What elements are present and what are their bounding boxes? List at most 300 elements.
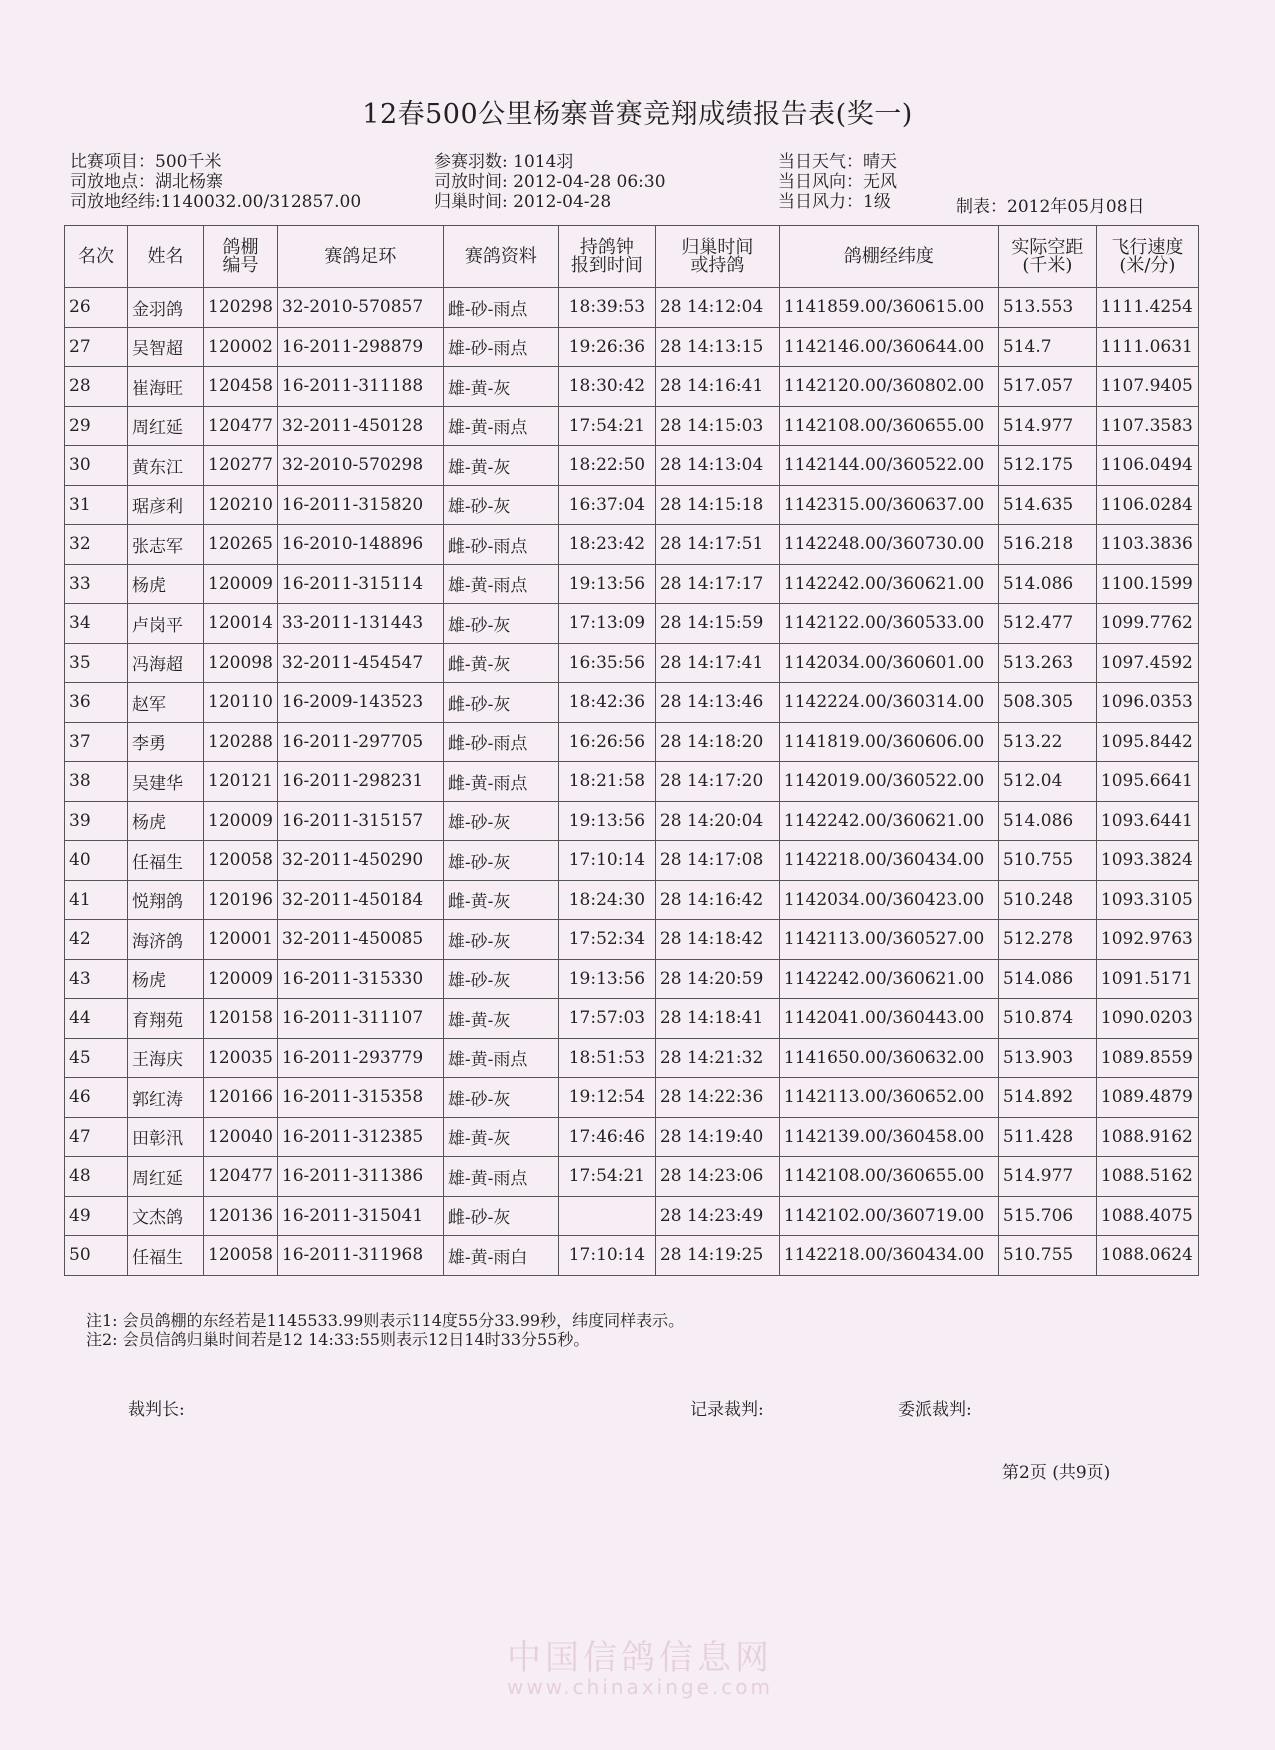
cell-speed: 1095.8442 [1096,722,1198,762]
cell-loft-coordinates: 1142034.00/360423.00 [779,880,998,920]
cell-pigeon-info: 雄-砂-灰 [443,920,558,960]
page-indicator: 第2页 (共9页) [1002,1463,1111,1483]
cell-distance: 513.263 [998,643,1096,683]
cell-pigeon-info: 雌-砂-雨点 [443,288,558,328]
cell-ring-number: 16-2011-311386 [277,1157,443,1197]
cell-arrival-time: 28 14:15:59 [655,604,779,644]
release-location: 司放地点：湖北杨寨 [70,172,223,192]
cell-loft-id: 120298 [204,288,278,328]
cell-rank: 37 [65,722,128,762]
cell-name: 吴建华 [128,762,204,802]
table-row [65,1038,1199,1078]
cell-speed: 1103.3836 [1096,525,1198,565]
cell-loft-coordinates: 1142120.00/360802.00 [779,367,998,407]
cell-clock-time: 19:26:36 [558,327,655,367]
cell-ring-number: 16-2009-143523 [277,683,443,723]
cell-name: 杨虎 [128,801,204,841]
chief-judge-label: 裁判长: [128,1400,185,1420]
cell-arrival-time: 28 14:13:46 [655,683,779,723]
table-row [65,1157,1199,1197]
table-header-row [65,226,1199,288]
cell-clock-time: 17:57:03 [558,999,655,1039]
table-row [65,367,1199,407]
cell-pigeon-info: 雌-黄-雨点 [443,762,558,802]
cell-clock-time: 18:39:53 [558,288,655,328]
cell-loft-coordinates: 1142242.00/360621.00 [779,564,998,604]
cell-ring-number: 16-2010-148896 [277,525,443,565]
cell-speed: 1099.7762 [1096,604,1198,644]
cell-distance: 514.086 [998,959,1096,999]
cell-clock-time: 17:10:14 [558,841,655,881]
cell-pigeon-info: 雌-黄-灰 [443,643,558,683]
table-row [65,722,1199,762]
cell-pigeon-info: 雄-黄-雨点 [443,1038,558,1078]
cell-ring-number: 16-2011-311188 [277,367,443,407]
cell-distance: 513.903 [998,1038,1096,1078]
cell-name: 张志军 [128,525,204,565]
cell-distance: 515.706 [998,1196,1096,1236]
cell-ring-number: 16-2011-311968 [277,1236,443,1276]
results-table [64,225,1199,1276]
race-item: 比赛项目：500千米 [70,152,222,172]
notes [86,1311,684,1349]
cell-pigeon-info: 雄-黄-灰 [443,367,558,407]
cell-distance: 512.477 [998,604,1096,644]
cell-pigeon-info: 雄-黄-雨白 [443,1236,558,1276]
cell-name: 周红延 [128,406,204,446]
cell-clock-time: 18:30:42 [558,367,655,407]
weather: 当日天气：晴天 [778,152,897,172]
cell-clock-time: 17:13:09 [558,604,655,644]
cell-speed: 1106.0494 [1096,446,1198,486]
cell-name: 文杰鸽 [128,1196,204,1236]
cell-ring-number: 33-2011-131443 [277,604,443,644]
cell-pigeon-info: 雌-砂-雨点 [443,722,558,762]
cell-arrival-time: 28 14:17:20 [655,762,779,802]
cell-name: 冯海超 [128,643,204,683]
cell-loft-coordinates: 1142315.00/360637.00 [779,485,998,525]
note-2: 注2: 会员信鸽归巢时间若是12 14:33:55则表示12日14时33分55秒。 [86,1330,590,1349]
cell-name: 任福生 [128,1236,204,1276]
cell-clock-time: 19:13:56 [558,959,655,999]
cell-clock-time: 16:35:56 [558,643,655,683]
cell-name: 金羽鸽 [128,288,204,328]
cell-loft-id: 120265 [204,525,278,565]
cell-pigeon-info: 雄-黄-灰 [443,1117,558,1157]
cell-speed: 1088.4075 [1096,1196,1198,1236]
cell-speed: 1093.3105 [1096,880,1198,920]
cell-arrival-time: 28 14:16:41 [655,367,779,407]
cell-distance: 511.428 [998,1117,1096,1157]
cell-distance: 514.635 [998,485,1096,525]
cell-loft-id: 120158 [204,999,278,1039]
watermark-text: 中国信鸽信息网 [507,1638,773,1678]
cell-rank: 38 [65,762,128,802]
cell-pigeon-info: 雌-砂-灰 [443,683,558,723]
cell-arrival-time: 28 14:17:17 [655,564,779,604]
cell-name: 杨虎 [128,959,204,999]
table-row [65,604,1199,644]
table-row [65,920,1199,960]
cell-clock-time: 17:54:21 [558,1157,655,1197]
cell-loft-coordinates: 1142108.00/360655.00 [779,406,998,446]
cell-pigeon-info: 雄-砂-灰 [443,841,558,881]
cell-loft-coordinates: 1142224.00/360314.00 [779,683,998,723]
release-coordinates: 司放地经纬:1140032.00/312857.00 [70,192,362,212]
cell-clock-time: 16:26:56 [558,722,655,762]
cell-loft-coordinates: 1142139.00/360458.00 [779,1117,998,1157]
cell-ring-number: 16-2011-315358 [277,1078,443,1118]
cell-loft-coordinates: 1142113.00/360527.00 [779,920,998,960]
cell-speed: 1107.3583 [1096,406,1198,446]
cell-ring-number: 16-2011-315330 [277,959,443,999]
cell-speed: 1106.0284 [1096,485,1198,525]
cell-clock-time: 18:21:58 [558,762,655,802]
cell-clock-time: 19:13:56 [558,564,655,604]
cell-distance: 510.755 [998,841,1096,881]
cell-rank: 26 [65,288,128,328]
header-clock-time: 持鸽钟 报到时间 [558,226,655,288]
cell-pigeon-info: 雄-砂-灰 [443,801,558,841]
cell-arrival-time: 28 14:18:42 [655,920,779,960]
cell-ring-number: 16-2011-298879 [277,327,443,367]
cell-ring-number: 32-2011-450128 [277,406,443,446]
cell-rank: 28 [65,367,128,407]
table-row [65,1236,1199,1276]
cell-name: 田彰汛 [128,1117,204,1157]
cell-loft-coordinates: 1142122.00/360533.00 [779,604,998,644]
cell-loft-id: 120009 [204,801,278,841]
cell-loft-id: 120166 [204,1078,278,1118]
cell-ring-number: 16-2011-315820 [277,485,443,525]
cell-rank: 40 [65,841,128,881]
table-row [65,1117,1199,1157]
cell-pigeon-info: 雄-黄-灰 [443,446,558,486]
header-rank: 名次 [65,226,128,288]
cell-speed: 1089.4879 [1096,1078,1198,1118]
cell-loft-id: 120014 [204,604,278,644]
recorder-judge-label: 记录裁判: [690,1400,764,1420]
cell-distance: 510.755 [998,1236,1096,1276]
cell-rank: 42 [65,920,128,960]
cell-arrival-time: 28 14:23:06 [655,1157,779,1197]
cell-distance: 510.248 [998,880,1096,920]
cell-loft-id: 120001 [204,920,278,960]
cell-loft-id: 120277 [204,446,278,486]
cell-pigeon-info: 雌-砂-雨点 [443,525,558,565]
cell-clock-time: 18:42:36 [558,683,655,723]
cell-ring-number: 16-2011-311107 [277,999,443,1039]
cell-speed: 1097.4592 [1096,643,1198,683]
cell-name: 育翔苑 [128,999,204,1039]
cell-ring-number: 16-2011-315114 [277,564,443,604]
cell-arrival-time: 28 14:21:32 [655,1038,779,1078]
cell-speed: 1091.5171 [1096,959,1198,999]
wind-direction: 当日风向：无风 [778,172,897,192]
cell-arrival-time: 28 14:17:41 [655,643,779,683]
cell-loft-id: 120210 [204,485,278,525]
cell-loft-id: 120458 [204,367,278,407]
header-ring-number: 赛鸽足环 [277,226,443,288]
cell-speed: 1092.9763 [1096,920,1198,960]
cell-rank: 44 [65,999,128,1039]
header-arrival-time: 归巢时间 或持鸽 [655,226,779,288]
cell-loft-coordinates: 1142218.00/360434.00 [779,841,998,881]
cell-ring-number: 16-2011-315041 [277,1196,443,1236]
cell-speed: 1111.4254 [1096,288,1198,328]
table-row [65,446,1199,486]
cell-rank: 31 [65,485,128,525]
cell-distance: 514.086 [998,801,1096,841]
cell-distance: 508.305 [998,683,1096,723]
cell-arrival-time: 28 14:12:04 [655,288,779,328]
table-row [65,406,1199,446]
cell-distance: 514.977 [998,406,1096,446]
delegate-judge-label: 委派裁判: [898,1400,972,1420]
cell-ring-number: 32-2011-450085 [277,920,443,960]
cell-clock-time: 19:12:54 [558,1078,655,1118]
cell-distance: 514.7 [998,327,1096,367]
cell-pigeon-info: 雄-黄-雨点 [443,1157,558,1197]
watermark [460,1630,820,1699]
cell-distance: 512.278 [998,920,1096,960]
cell-rank: 34 [65,604,128,644]
page-title: 12春500公里杨寨普赛竞翔成绩报告表(奖一) [362,99,913,130]
return-time: 归巢时间: 2012-04-28 [434,192,612,212]
cell-rank: 50 [65,1236,128,1276]
cell-speed: 1095.6641 [1096,762,1198,802]
cell-loft-coordinates: 1142242.00/360621.00 [779,959,998,999]
cell-clock-time: 18:23:42 [558,525,655,565]
cell-clock-time: 18:24:30 [558,880,655,920]
cell-pigeon-info: 雄-砂-灰 [443,959,558,999]
cell-loft-id: 120098 [204,643,278,683]
cell-name: 崔海旺 [128,367,204,407]
cell-clock-time: 17:10:14 [558,1236,655,1276]
cell-name: 王海庆 [128,1038,204,1078]
table-row [65,643,1199,683]
header-pigeon-info: 赛鸽资料 [443,226,558,288]
cell-speed: 1089.8559 [1096,1038,1198,1078]
cell-speed: 1088.9162 [1096,1117,1198,1157]
cell-name: 黄东江 [128,446,204,486]
cell-arrival-time: 28 14:22:36 [655,1078,779,1118]
table-row [65,485,1199,525]
cell-loft-coordinates: 1141859.00/360615.00 [779,288,998,328]
table-row [65,762,1199,802]
cell-loft-coordinates: 1142242.00/360621.00 [779,801,998,841]
cell-loft-id: 120136 [204,1196,278,1236]
cell-loft-coordinates: 1142041.00/360443.00 [779,999,998,1039]
cell-rank: 41 [65,880,128,920]
cell-rank: 29 [65,406,128,446]
cell-speed: 1107.9405 [1096,367,1198,407]
cell-arrival-time: 28 14:18:20 [655,722,779,762]
table-row [65,288,1199,328]
cell-distance: 514.892 [998,1078,1096,1118]
cell-loft-id: 120196 [204,880,278,920]
cell-distance: 517.057 [998,367,1096,407]
table-row [65,564,1199,604]
table-row [65,525,1199,565]
cell-loft-coordinates: 1142218.00/360434.00 [779,1236,998,1276]
release-time: 司放时间: 2012-04-28 06:30 [434,172,666,192]
cell-ring-number: 16-2011-312385 [277,1117,443,1157]
cell-clock-time: 17:46:46 [558,1117,655,1157]
cell-pigeon-info: 雄-砂-灰 [443,604,558,644]
table-maker-date: 制表：2012年05月08日 [956,197,1145,217]
watermark-url: www.chinaxinge.com [507,1675,773,1699]
cell-rank: 36 [65,683,128,723]
cell-speed: 1088.5162 [1096,1157,1198,1197]
cell-name: 任福生 [128,841,204,881]
cell-rank: 45 [65,1038,128,1078]
cell-pigeon-info: 雄-黄-灰 [443,999,558,1039]
cell-distance: 512.175 [998,446,1096,486]
cell-distance: 512.04 [998,762,1096,802]
table-row [65,999,1199,1039]
cell-loft-id: 120058 [204,1236,278,1276]
info-left [70,152,361,212]
entry-count: 参赛羽数: 1014羽 [434,152,574,172]
cell-ring-number: 16-2011-297705 [277,722,443,762]
cell-speed: 1100.1599 [1096,564,1198,604]
cell-pigeon-info: 雄-砂-雨点 [443,327,558,367]
cell-name: 李勇 [128,722,204,762]
cell-arrival-time: 28 14:17:08 [655,841,779,881]
cell-ring-number: 16-2011-298231 [277,762,443,802]
cell-speed: 1096.0353 [1096,683,1198,723]
cell-loft-id: 120058 [204,841,278,881]
cell-distance: 510.874 [998,999,1096,1039]
cell-clock-time: 17:54:21 [558,406,655,446]
cell-pigeon-info: 雄-黄-雨点 [443,406,558,446]
cell-ring-number: 32-2011-450184 [277,880,443,920]
cell-ring-number: 32-2011-454547 [277,643,443,683]
table-row [65,683,1199,723]
cell-name: 卢岗平 [128,604,204,644]
cell-arrival-time: 28 14:19:40 [655,1117,779,1157]
cell-pigeon-info: 雄-黄-雨点 [443,564,558,604]
cell-distance: 513.22 [998,722,1096,762]
cell-loft-coordinates: 1142108.00/360655.00 [779,1157,998,1197]
table-row [65,801,1199,841]
cell-loft-id: 120040 [204,1117,278,1157]
cell-name: 琚彦利 [128,485,204,525]
cell-distance: 514.086 [998,564,1096,604]
cell-rank: 30 [65,446,128,486]
cell-clock-time: 16:37:04 [558,485,655,525]
cell-loft-id: 120477 [204,406,278,446]
cell-clock-time [558,1196,655,1236]
cell-loft-coordinates: 1142146.00/360644.00 [779,327,998,367]
cell-rank: 33 [65,564,128,604]
cell-arrival-time: 28 14:15:18 [655,485,779,525]
cell-distance: 516.218 [998,525,1096,565]
cell-loft-id: 120288 [204,722,278,762]
table-row [65,1078,1199,1118]
cell-speed: 1088.0624 [1096,1236,1198,1276]
table-row [65,880,1199,920]
cell-rank: 46 [65,1078,128,1118]
cell-rank: 48 [65,1157,128,1197]
cell-loft-coordinates: 1142102.00/360719.00 [779,1196,998,1236]
cell-ring-number: 32-2010-570298 [277,446,443,486]
table-row [65,959,1199,999]
info-right [778,152,897,212]
cell-loft-id: 120110 [204,683,278,723]
cell-arrival-time: 28 14:15:03 [655,406,779,446]
cell-clock-time: 19:13:56 [558,801,655,841]
cell-rank: 35 [65,643,128,683]
cell-rank: 43 [65,959,128,999]
cell-speed: 1093.6441 [1096,801,1198,841]
header-loft-coordinates: 鸽棚经纬度 [779,226,998,288]
cell-arrival-time: 28 14:20:04 [655,801,779,841]
header-name: 姓名 [128,226,204,288]
cell-loft-coordinates: 1142144.00/360522.00 [779,446,998,486]
cell-name: 赵军 [128,683,204,723]
header-speed: 飞行速度 (米/分) [1096,226,1198,288]
cell-loft-coordinates: 1141650.00/360632.00 [779,1038,998,1078]
cell-loft-id: 120009 [204,959,278,999]
cell-loft-coordinates: 1142248.00/360730.00 [779,525,998,565]
cell-clock-time: 17:52:34 [558,920,655,960]
cell-loft-coordinates: 1142113.00/360652.00 [779,1078,998,1118]
cell-name: 郭红涛 [128,1078,204,1118]
cell-name: 海济鸽 [128,920,204,960]
cell-ring-number: 32-2011-450290 [277,841,443,881]
cell-loft-id: 120009 [204,564,278,604]
note-1: 注1: 会员鸽棚的东经若是1145533.99则表示114度55分33.99秒，纬度同样表示。 [86,1311,685,1330]
cell-loft-id: 120477 [204,1157,278,1197]
cell-pigeon-info: 雌-黄-灰 [443,880,558,920]
cell-rank: 27 [65,327,128,367]
cell-arrival-time: 28 14:13:04 [655,446,779,486]
cell-arrival-time: 28 14:20:59 [655,959,779,999]
cell-arrival-time: 28 14:19:25 [655,1236,779,1276]
cell-distance: 514.977 [998,1157,1096,1197]
cell-ring-number: 16-2011-293779 [277,1038,443,1078]
cell-distance: 513.553 [998,288,1096,328]
header-distance: 实际空距 (千米) [998,226,1096,288]
table-row [65,841,1199,881]
cell-clock-time: 18:22:50 [558,446,655,486]
cell-loft-coordinates: 1142034.00/360601.00 [779,643,998,683]
cell-speed: 1111.0631 [1096,327,1198,367]
cell-rank: 49 [65,1196,128,1236]
cell-rank: 32 [65,525,128,565]
info-mid [434,152,666,212]
cell-pigeon-info: 雄-砂-灰 [443,485,558,525]
cell-loft-id: 120035 [204,1038,278,1078]
cell-speed: 1093.3824 [1096,841,1198,881]
cell-arrival-time: 28 14:23:49 [655,1196,779,1236]
cell-arrival-time: 28 14:17:51 [655,525,779,565]
cell-loft-coordinates: 1142019.00/360522.00 [779,762,998,802]
cell-pigeon-info: 雌-砂-灰 [443,1196,558,1236]
cell-arrival-time: 28 14:18:41 [655,999,779,1039]
cell-arrival-time: 28 14:13:15 [655,327,779,367]
cell-speed: 1090.0203 [1096,999,1198,1039]
cell-rank: 39 [65,801,128,841]
cell-loft-id: 120121 [204,762,278,802]
table-row [65,1196,1199,1236]
header-loft-id: 鸽棚 编号 [204,226,278,288]
wind-force: 当日风力：1级 [778,192,891,212]
cell-name: 吴智超 [128,327,204,367]
table-row [65,327,1199,367]
